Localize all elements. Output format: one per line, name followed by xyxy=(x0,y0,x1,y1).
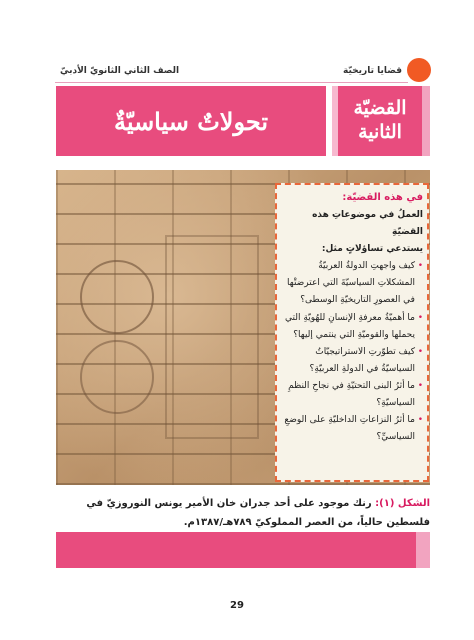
figure-caption-text: رنك موجود على أحد جدران خان الأمير يونس النوروزيّ في فلسطين حالياً، من العصر المملوكيّ ٧٨٩هـ/١٣٨٧م. xyxy=(86,498,430,528)
issue-label-line2: الثانية xyxy=(358,121,402,143)
header-grade: الصف الثاني الثانويّ الأدبيّ xyxy=(60,66,180,76)
figure-caption xyxy=(60,494,430,532)
page-title: تحولاتٌ سياسيّةٌ xyxy=(113,106,269,136)
question-item: • كيف واجهتِ الدولةُ العربيّةُ المشكلاتِ السياسيّةَ التي اعترضتْها في العصورِ التاريخيّةِ الوسطى؟ xyxy=(281,258,423,309)
issue-label-line1: القضيّة xyxy=(353,97,407,120)
issue-questions-content xyxy=(281,188,423,446)
question-item: • ما أثرُ النزاعاتِ الداخليّةِ على الوضعِ السياسيِّ؟ xyxy=(281,412,423,446)
blazon-medallion xyxy=(80,260,154,334)
questions-heading: في هذه القضيّة: xyxy=(342,192,423,203)
questions-intro: العملُ في موضوعاتِ هذه القضيّةِ xyxy=(312,210,423,238)
header-dot xyxy=(407,58,431,82)
issue-label-box xyxy=(332,86,422,156)
header-divider xyxy=(55,82,408,83)
blazon-medallion-lower xyxy=(80,340,154,414)
questions-list xyxy=(281,258,423,446)
bottom-band xyxy=(56,532,416,568)
page-number: 29 xyxy=(230,600,244,611)
questions-lead: يستدعي تساؤلاتٍ مثل: xyxy=(321,244,423,255)
bottom-accent-strip xyxy=(416,532,430,568)
header-subject: قضايا تاريخيّة xyxy=(343,66,402,76)
inscription-panel xyxy=(165,235,259,439)
question-item: • كيف تطوّرتِ الاستراتيجيّاتُ السياسيّةُ في الدولةِ العربيّةِ؟ xyxy=(281,344,423,378)
question-item: • ما أهميّةُ معرفةِ الإنسانِ للهُويّةِ التي يحملها والقوميّةِ التي ينتمي إليها؟ xyxy=(281,310,423,344)
figure-caption-label: الشكل (١): xyxy=(375,498,430,509)
question-item: • ما أثرُ البنى التحتيّةِ في نجاحِ النظمِ السياسيّةِ؟ xyxy=(281,378,423,412)
